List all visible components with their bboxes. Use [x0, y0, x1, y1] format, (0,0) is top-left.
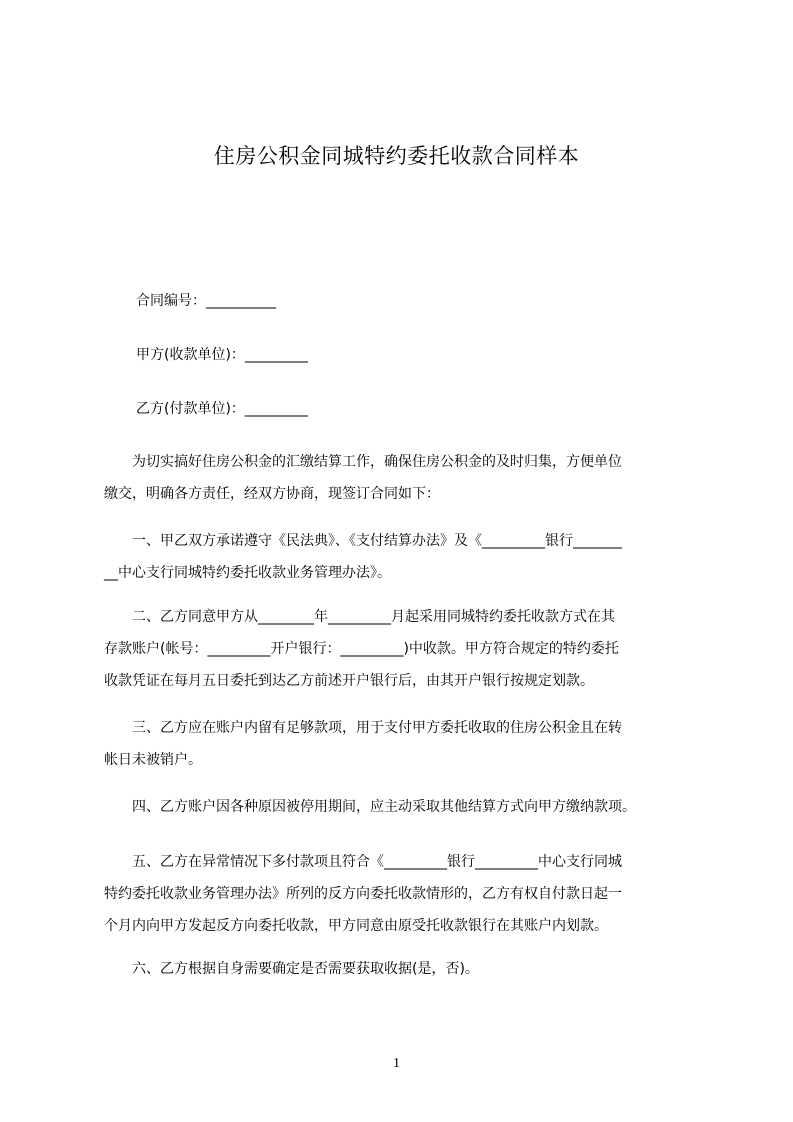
clause-3-line-1: 三、乙方应在账户内留有足够款项，用于支付甲方委托收取的住房公积金且在转 [104, 720, 622, 736]
clause-5-line-2: 特约委托收款业务管理办法》所列的反方向委托收款情形的，乙方有权自付款日起一 [104, 886, 622, 902]
clause-6 [104, 953, 704, 985]
clause-5-line-3: 个月内向甲方发起反方向委托收款，甲方同意由原受托收款银行在其账户内划款。 [104, 918, 608, 934]
contract-number-field: 合同编号：__________ [136, 293, 276, 309]
clause-1 [104, 525, 704, 589]
clause-1-line-1: 一、甲乙双方承诺遵守《民法典》、《支付结算办法》及《_________银行_______ [104, 533, 622, 549]
clause-3 [104, 712, 704, 776]
clause-5-line-1: 五、乙方在异常情况下多付款项且符合《_________银行_________中心支行同城 [104, 854, 622, 870]
clause-2 [104, 601, 704, 697]
intro-line-1: 为切实搞好住房公积金的汇缴结算工作，确保住房公积金的及时归集，方便单位 [104, 454, 622, 470]
clause-3-line-2: 帐日未被销户。 [104, 752, 202, 768]
clause-2-line-1: 二、乙方同意甲方从________年_________月起采用同城特约委托收款方式在其 [104, 609, 615, 625]
party-b-field: 乙方(付款单位)：_________ [136, 401, 308, 417]
clause-4 [104, 791, 704, 823]
clause-2-line-3: 收款凭证在每月五日委托到达乙方前述开户银行后，由其开户银行按规定划款。 [104, 673, 594, 689]
clause-1-line-2: __中心支行同城特约委托收款业务管理办法》。 [104, 565, 391, 581]
intro-line-2: 缴交，明确各方责任，经双方协商，现签订合同如下： [104, 486, 440, 502]
intro-paragraph [104, 446, 704, 510]
clause-4-line-1: 四、乙方账户因各种原因被停用期间，应主动采取其他结算方式向甲方缴纳款项。 [104, 799, 636, 815]
page-title: 住房公积金同城特约委托收款合同样本 [213, 144, 580, 168]
page-number: 1 [393, 1056, 400, 1071]
clause-5 [104, 846, 704, 942]
clause-2-line-2: 存款账户(帐号：_________开户银行：_________)中收款。甲方符合规定的特约委托 [104, 641, 619, 657]
clause-6-line-1: 六、乙方根据自身需要确定是否需要获取收据(是，否)。 [104, 961, 479, 977]
party-a-field: 甲方(收款单位)：_________ [136, 347, 308, 363]
